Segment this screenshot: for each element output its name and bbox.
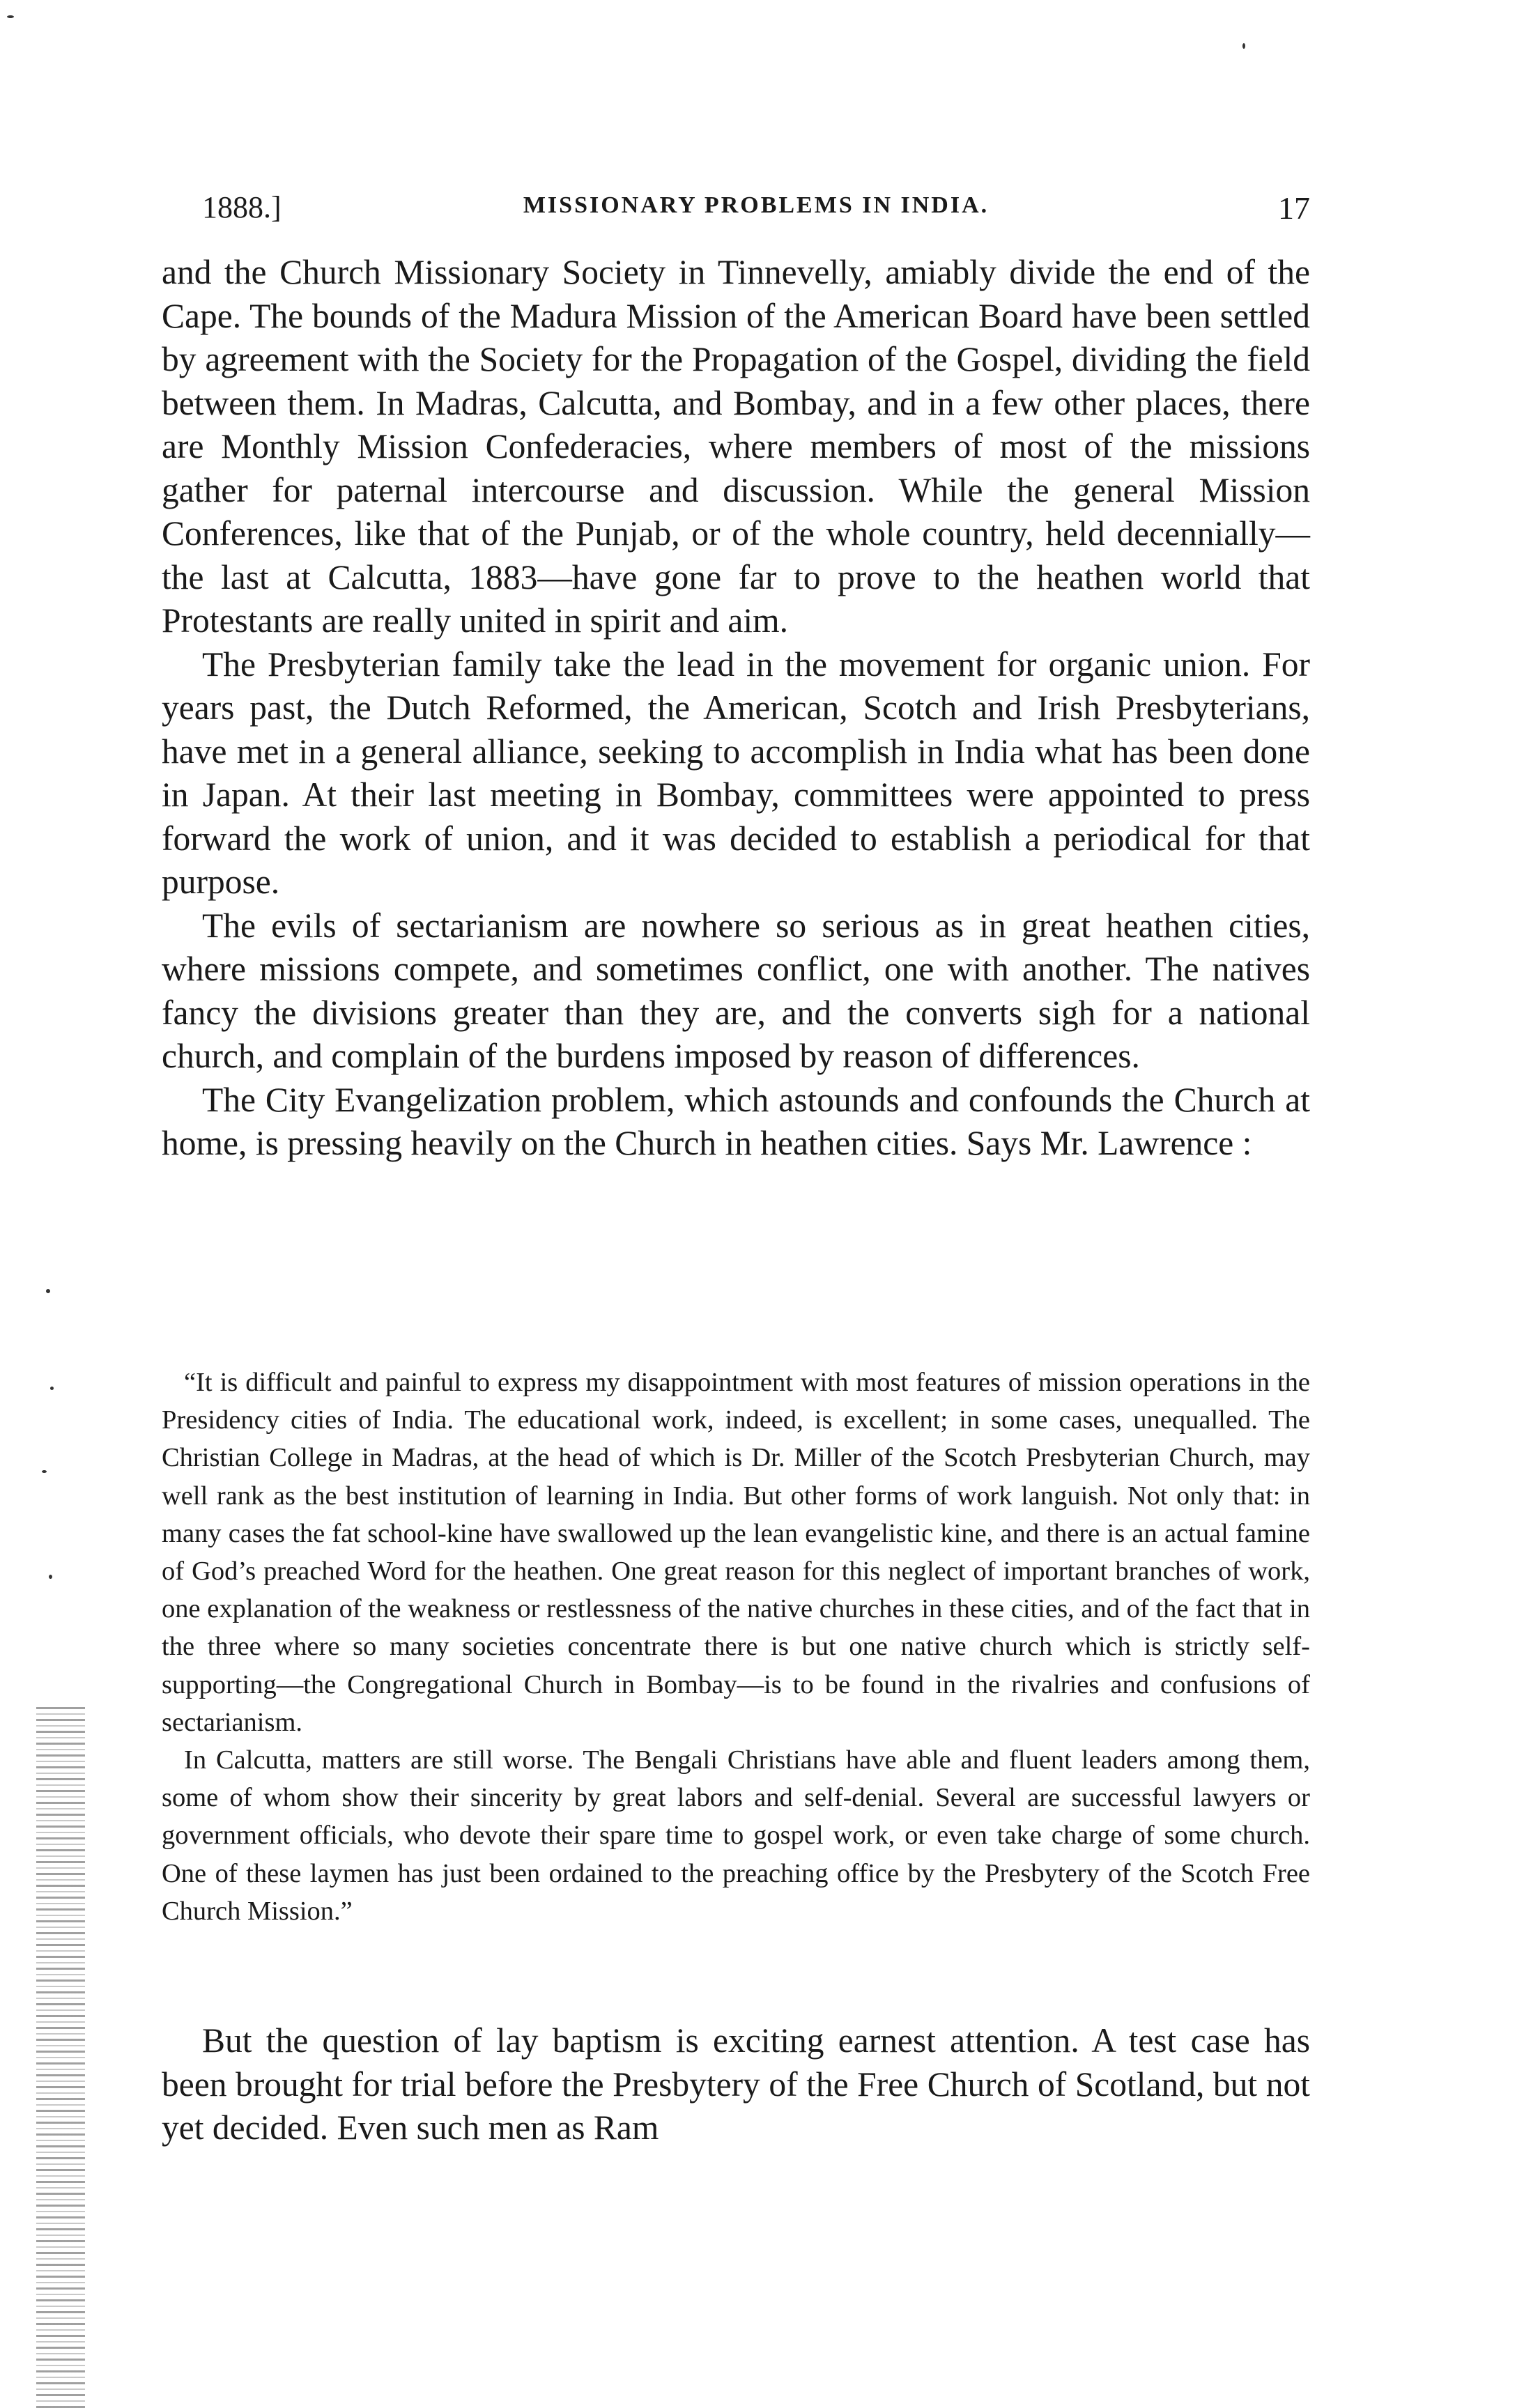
paragraph: The evils of sectarianism are nowhere so serious as in great heathen cities, where missions compete, and sometimes conflict, one with another. The natives fancy the divisions greater than they are, and the converts sigh for a national church, and complain of the burdens imposed by reason of differences.: [162, 906, 1310, 1075]
scan-speck: [42, 1470, 47, 1473]
paragraph: The City Evangelization problem, which astounds and confounds the Church at home, is pressing heavily on the Church in heathen cities. Says Mr. Lawrence :: [162, 1080, 1310, 1162]
scan-speck: [50, 1387, 54, 1390]
paragraph: But the question of lay baptism is exciting earnest attention. A test case has been brought for trial before the Presbytery of the Free Church of Scotland, but not yet decided. Even such men as Ram: [162, 2021, 1310, 2147]
scan-speck: [46, 1289, 50, 1293]
body-text: [162, 251, 1310, 1166]
running-head-title: MISSIONARY PROBLEMS IN INDIA.: [523, 192, 990, 218]
scan-speck: [49, 1575, 52, 1579]
running-head-year: 1888.]: [202, 190, 282, 224]
quote-paragraph: “It is difficult and painful to express my disappointment with most features of mission operations in the Presidency cities of India. The educational work, indeed, is excellent; in some cases, unequalled. The Christian College in Madras, at the head of which is Dr. Miller of the Scotch Presbyterian Church, may well rank as the best institution of learning in India. But other forms of work languish. Not only that: in many cases the fat school-kine have swallowed up the lean evangelistic kine, and there is an actual famine of God’s preached Word for the heathen. One great reason for this neglect of important branches of work, one explanation of the weakness or restlessness of the native churches in these cities, and of the fact that in the three where so many societies concentrate there is but one native church which is strictly self-supporting—the Congregational Church in Bombay—is to be found in the rivalries and confusions of sectarianism.: [162, 1368, 1310, 1737]
paragraph: The Presbyterian family take the lead in the movement for organic union. For years past, the Dutch Reformed, the American, Scotch and Irish Presbyterians, have met in a general alliance, seeking to accomplish in India what has been done in Japan. At their last meeting in Bombay, committees were appointed to press forward the work of union, and it was decided to establish a periodical for that purpose.: [162, 645, 1310, 901]
quote-paragraph: In Calcutta, matters are still worse. The Bengali Christians have able and fluent leaders among them, some of whom show their sincerity by great labors and self-denial. Several are successful lawyers or government officials, who devote their spare time to gospel work, or even take charge of some church. One of these laymen has just been ordained to the preaching office by the Presbytery of the Scotch Free Church Mission.”: [162, 1745, 1310, 1926]
running-head: [202, 190, 1310, 231]
scan-edge-artifact: [36, 1707, 85, 2408]
scan-speck: [1242, 43, 1245, 49]
final-paragraph-block: [162, 2019, 1310, 2150]
scan-speck: [7, 15, 14, 18]
page-number: 17: [1278, 190, 1310, 226]
paragraph: and the Church Missionary Society in Tinnevelly, amiably divide the end of the Cape. The bounds of the Madura Mission of the American Board have been settled by agreement with the Society for the Propagation of the Gospel, dividing the field between them. In Madras, Calcutta, and Bombay, and in a few other places, there are Monthly Mission Confederacies, where members of most of the missions gather for paternal intercourse and discussion. While the general Mission Conferences, like that of the Punjab, or of the whole country, held decennially—the last at Calcutta, 1883—have gone far to prove to the heathen world that Protestants are really united in spirit and aim.: [162, 253, 1310, 640]
block-quote: [162, 1364, 1310, 1930]
